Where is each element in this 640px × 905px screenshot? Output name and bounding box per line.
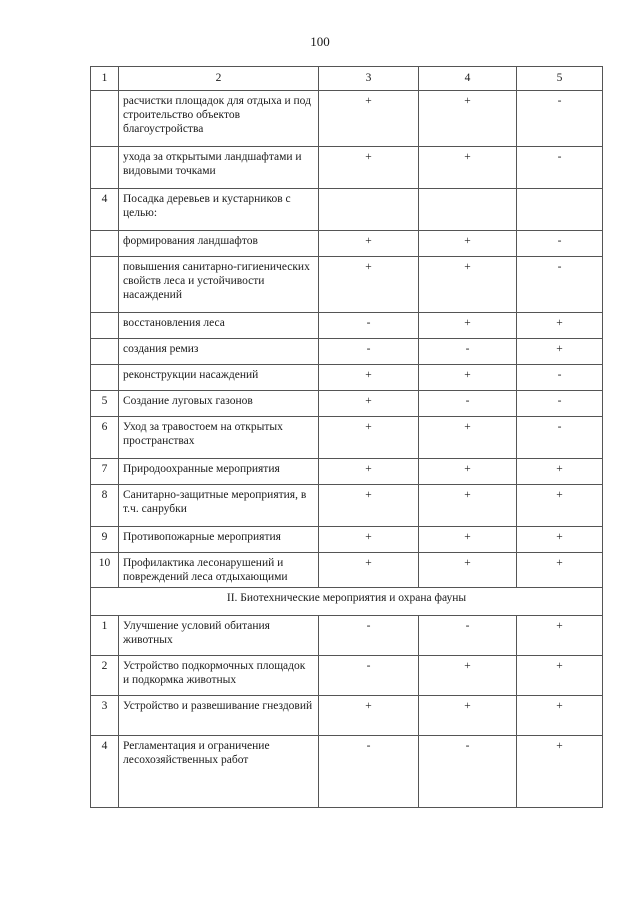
table-row [91,91,603,147]
mark-col-5: + [517,656,603,696]
mark-col-3: - [319,736,419,808]
table-row [91,616,603,656]
header-cell-1: 1 [91,67,119,91]
row-text: Регламентация и ограничение лесохозяйственных работ [119,736,319,808]
row-number: 8 [91,485,119,527]
table-row [91,257,603,313]
table-row [91,696,603,736]
mark-col-3: + [319,365,419,391]
row-number: 10 [91,553,119,588]
mark-col-5: - [517,365,603,391]
mark-col-3: + [319,231,419,257]
measures-table [90,66,603,808]
table-row [91,313,603,339]
table-row [91,147,603,189]
mark-col-5: + [517,485,603,527]
mark-col-4: + [419,147,517,189]
mark-col-5: + [517,313,603,339]
row-text: Посадка деревьев и кустарников с целью: [119,189,319,231]
mark-col-4: + [419,365,517,391]
row-number: 4 [91,736,119,808]
row-text: восстановления леса [119,313,319,339]
mark-col-5: + [517,696,603,736]
row-text: повышения санитарно-гигиенических свойств леса и устойчивости насаждений [119,257,319,313]
mark-col-4: + [419,257,517,313]
row-text: Профилактика лесонарушений и повреждений леса отдыхающими [119,553,319,588]
row-number [91,147,119,189]
mark-col-5: + [517,527,603,553]
mark-col-4 [419,189,517,231]
row-number [91,365,119,391]
mark-col-4: + [419,417,517,459]
row-number: 4 [91,189,119,231]
row-number: 7 [91,459,119,485]
table-row [91,527,603,553]
mark-col-3: + [319,696,419,736]
table-row [91,365,603,391]
table-row [91,553,603,588]
header-cell-4: 4 [419,67,517,91]
mark-col-5: + [517,459,603,485]
mark-col-5: - [517,231,603,257]
mark-col-3: - [319,313,419,339]
row-text: Устройство подкормочных площадок и подкормка животных [119,656,319,696]
mark-col-4: + [419,553,517,588]
table-row [91,189,603,231]
mark-col-4: + [419,91,517,147]
page-number: 100 [310,34,330,49]
mark-col-4: - [419,736,517,808]
mark-col-5: - [517,257,603,313]
mark-col-3: + [319,527,419,553]
mark-col-5: + [517,339,603,365]
mark-col-5: - [517,417,603,459]
mark-col-5: + [517,616,603,656]
mark-col-4: - [419,391,517,417]
section-title: II. Биотехнические мероприятия и охрана фауны [91,588,603,616]
row-text: реконструкции насаждений [119,365,319,391]
row-text: формирования ландшафтов [119,231,319,257]
table-row [91,656,603,696]
mark-col-3: + [319,485,419,527]
mark-col-4: - [419,339,517,365]
mark-col-3 [319,189,419,231]
mark-col-4: + [419,485,517,527]
header-cell-3: 3 [319,67,419,91]
row-number: 6 [91,417,119,459]
row-number [91,339,119,365]
mark-col-3: + [319,147,419,189]
row-number: 9 [91,527,119,553]
mark-col-4: + [419,459,517,485]
table-body [91,67,603,808]
mark-col-3: - [319,339,419,365]
mark-col-5: - [517,391,603,417]
row-number [91,91,119,147]
table-row [91,459,603,485]
row-number [91,257,119,313]
mark-col-4: + [419,231,517,257]
row-number: 5 [91,391,119,417]
table-row [91,417,603,459]
mark-col-5: + [517,553,603,588]
mark-col-5: + [517,736,603,808]
row-text: Устройство и развешивание гнездовий [119,696,319,736]
row-text: Уход за травостоем на открытых пространствах [119,417,319,459]
table-row [91,736,603,808]
mark-col-4: - [419,616,517,656]
row-text: Санитарно-защитные мероприятия, в т.ч. санрубки [119,485,319,527]
mark-col-4: + [419,656,517,696]
mark-col-3: + [319,553,419,588]
row-number: 3 [91,696,119,736]
row-text: ухода за открытыми ландшафтами и видовыми точками [119,147,319,189]
row-text: Улучшение условий обитания животных [119,616,319,656]
mark-col-5: - [517,91,603,147]
row-number: 2 [91,656,119,696]
section-row [91,588,603,616]
mark-col-3: + [319,91,419,147]
table-row [91,391,603,417]
row-number: 1 [91,616,119,656]
mark-col-4: + [419,696,517,736]
row-text: Природоохранные мероприятия [119,459,319,485]
header-cell-2: 2 [119,67,319,91]
mark-col-3: + [319,417,419,459]
header-cell-5: 5 [517,67,603,91]
mark-col-5: - [517,147,603,189]
mark-col-3: - [319,656,419,696]
mark-col-4: + [419,527,517,553]
row-text: Создание луговых газонов [119,391,319,417]
row-text: Противопожарные мероприятия [119,527,319,553]
mark-col-3: + [319,459,419,485]
mark-col-3: + [319,391,419,417]
row-number [91,313,119,339]
mark-col-5 [517,189,603,231]
mark-col-4: + [419,313,517,339]
row-number [91,231,119,257]
table-row [91,231,603,257]
mark-col-3: + [319,257,419,313]
table-row [91,339,603,365]
table-header-row [91,67,603,91]
table-row [91,485,603,527]
row-text: расчистки площадок для отдыха и под строительство объектов благоустройства [119,91,319,147]
mark-col-3: - [319,616,419,656]
row-text: создания ремиз [119,339,319,365]
